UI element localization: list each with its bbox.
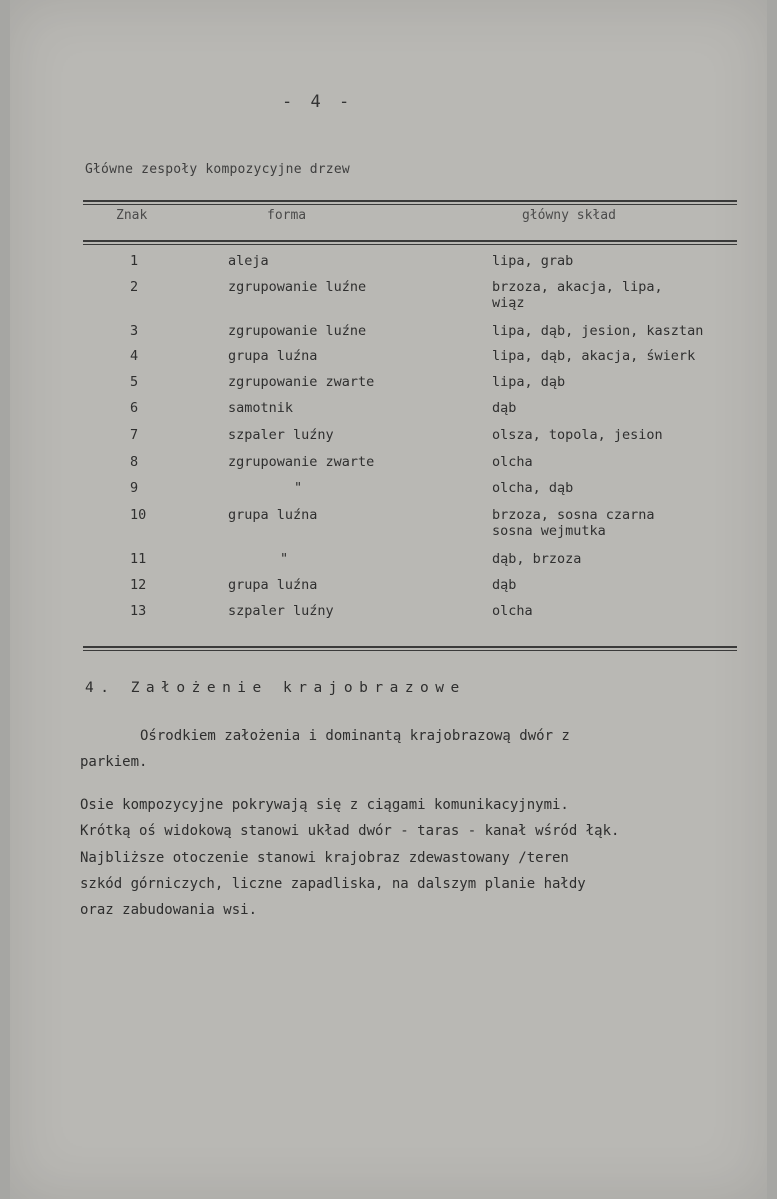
paragraph-2 [80,792,770,923]
row-znak: 9 [130,480,139,496]
table-bottom-rule-thin [83,650,737,651]
row-znak: 8 [130,454,139,470]
row-forma: grupa luźna [228,507,318,523]
header-forma: forma [267,208,307,223]
row-znak: 7 [130,427,139,443]
row-forma: zgrupowanie zwarte [228,374,375,390]
row-forma: aleja [228,253,269,269]
paragraph-2-line: Krótką oś widokową stanowi układ dwór - taras - kanał wśród łąk. [80,823,620,840]
row-sklad: olcha [492,603,533,619]
paragraph-2-line: szkód górniczych, liczne zapadliska, na dalszym planie hałdy [80,875,586,892]
row-forma: zgrupowanie luźne [228,279,367,295]
row-forma: grupa luźna [228,348,318,364]
table-bottom-rule [83,646,737,648]
paragraph-1 [80,723,770,776]
row-sklad: olcha, dąb [492,480,574,496]
row-znak: 11 [130,551,147,567]
paragraph-2-line: oraz zabudowania wsi. [80,902,258,919]
paragraph-1-line: Ośrodkiem założenia i dominantą krajobrazową dwór z [140,728,570,744]
row-znak: 5 [130,374,139,390]
row-sklad: lipa, dąb, akacja, świerk [492,348,696,364]
row-forma: " [280,551,289,567]
row-znak: 4 [130,348,139,364]
row-forma: " [294,480,303,496]
table-header-rule [83,240,737,242]
row-sklad: lipa, dąb [492,374,566,390]
table-top-rule [83,200,737,202]
row-sklad: dąb [492,400,517,416]
row-sklad: olsza, topola, jesion [492,427,663,443]
table-title: Główne zespoły kompozycyjne drzew [85,162,350,177]
row-sklad: dąb, brzoza [492,551,582,567]
row-sklad: lipa, grab [492,253,574,269]
row-forma: zgrupowanie luźne [228,323,367,339]
section-heading: 4. Założenie krajobrazowe [85,680,466,696]
row-forma: samotnik [228,400,294,416]
row-sklad: brzoza, akacja, lipa, wiąz [492,279,663,311]
row-znak: 6 [130,400,139,416]
row-sklad: olcha [492,454,533,470]
row-forma: szpaler luźny [228,603,334,619]
paragraph-1-line: parkiem. [80,754,148,771]
row-znak: 1 [130,253,139,269]
row-znak: 2 [130,279,139,295]
row-znak: 13 [130,603,147,619]
paragraph-2-line: Osie kompozycyjne pokrywają się z ciągami komunikacyjnymi. [80,797,569,813]
row-sklad: lipa, dąb, jesion, kasztan [492,323,704,339]
row-sklad: dąb [492,577,517,593]
page-number: - 4 - [282,92,354,112]
row-znak: 10 [130,507,147,523]
row-forma: zgrupowanie zwarte [228,454,375,470]
paragraph-2-line: Najbliższe otoczenie stanowi krajobraz zdewastowany /teren [80,849,569,866]
table-header-rule-thin [83,244,737,245]
row-znak: 3 [130,323,139,339]
header-sklad: główny skład [522,208,616,223]
header-znak: Znak [116,208,148,223]
row-forma: grupa luźna [228,577,318,593]
row-sklad: brzoza, sosna czarna sosna wejmutka [492,507,655,539]
row-forma: szpaler luźny [228,427,334,443]
document-page [10,0,767,1199]
row-znak: 12 [130,577,147,593]
table-top-rule-thin [83,204,737,205]
